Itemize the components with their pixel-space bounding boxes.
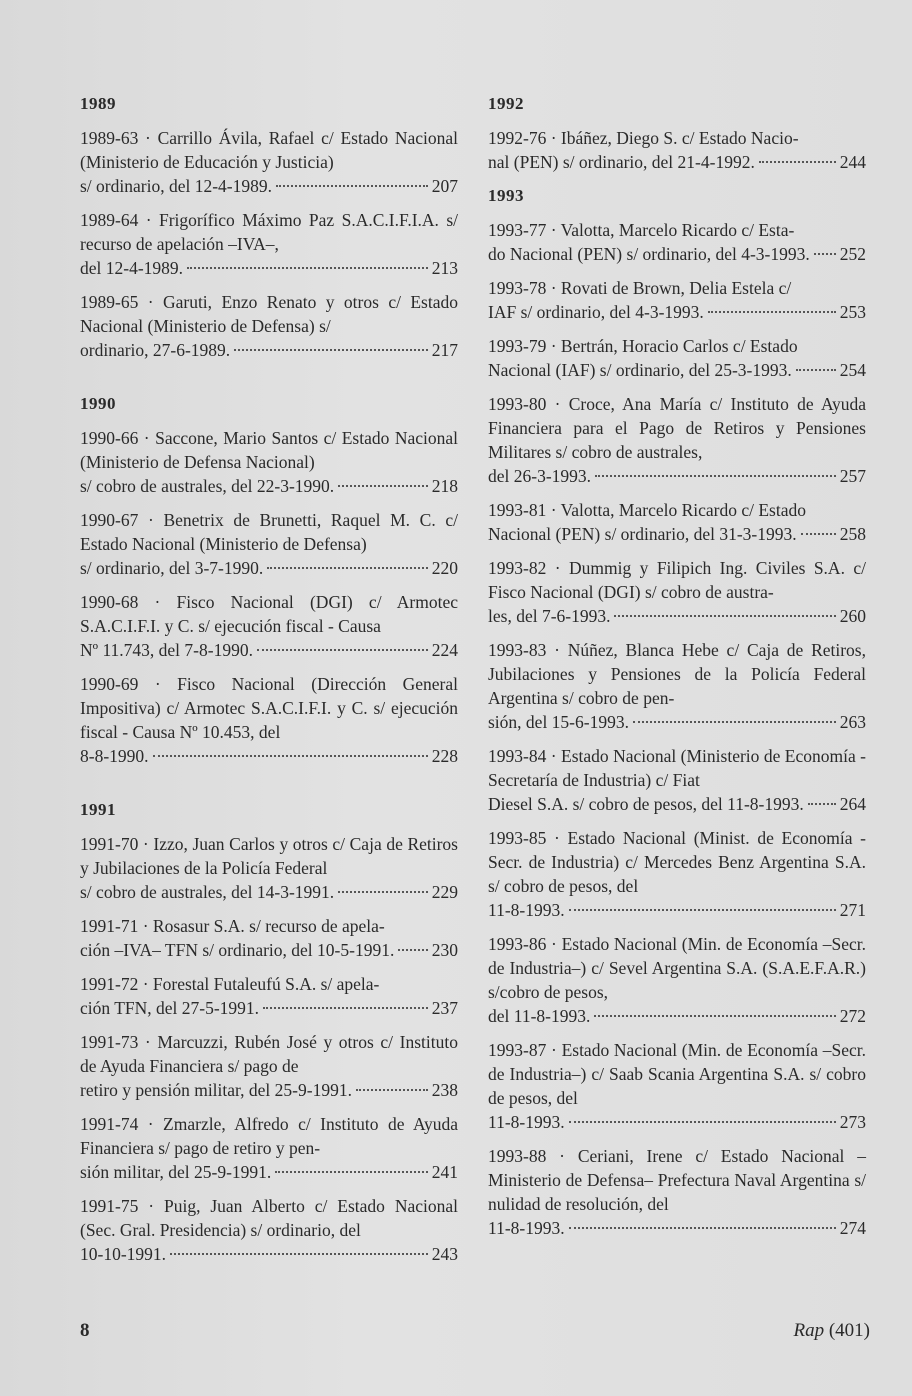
entry-text-end: Nacional (PEN) s/ ordinario, del 31-3-1993. — [488, 524, 797, 544]
right-column — [488, 92, 866, 1250]
entry-text: 1993-80 · Croce, Ana María c/ Instituto de Ayuda Financiera para el Pago de Retiros y Pensiones Militares s/ cobro de australes, — [488, 394, 866, 462]
index-entry — [488, 126, 866, 174]
entry-text-end: s/ cobro de australes, del 22-3-1990. — [80, 476, 335, 496]
entry-page: 213 — [431, 258, 458, 278]
entry-text: 1990-69 · Fisco Nacional (Dirección General Impositiva) c/ Armotec S.A.C.I.F.I. y C. s/ ejecución fiscal - Causa Nº 10.453, del — [80, 674, 458, 742]
entry-text: 1989-63 · Carrillo Ávila, Rafael c/ Estado Nacional (Ministerio de Educación y Justicia) — [80, 128, 458, 172]
entry-text: 1990-66 · Saccone, Mario Santos c/ Estado Nacional (Ministerio de Defensa Nacional) — [80, 428, 458, 472]
year-heading: 1992 — [488, 94, 524, 113]
entry-page: 274 — [839, 1218, 866, 1238]
entry-text-end: ordinario, 27-6-1989. — [80, 340, 231, 360]
entry-page: 260 — [839, 606, 866, 626]
entry-page: 258 — [839, 524, 866, 544]
entry-text-end: Diesel S.A. s/ cobro de pesos, del 11-8-1993. — [488, 794, 804, 814]
entry-text-end: 8-8-1990. — [80, 746, 149, 766]
index-entry — [80, 426, 458, 498]
journal-reference — [793, 1320, 870, 1342]
leader-dots — [398, 949, 427, 951]
entry-text-end: Nº 11.743, del 7-8-1990. — [80, 640, 253, 660]
entry-text-end: 11-8-1993. — [488, 1218, 565, 1238]
entry-text: 1991-72 · Forestal Futaleufú S.A. s/ apela- — [80, 974, 380, 994]
entry-text: 1991-71 · Rosasur S.A. s/ recurso de apela- — [80, 916, 385, 936]
entry-page: 244 — [839, 152, 866, 172]
entry-text-end: do Nacional (PEN) s/ ordinario, del 4-3-1993. — [488, 244, 810, 264]
entry-text-end: del 26-3-1993. — [488, 466, 592, 486]
index-entry — [80, 126, 458, 198]
entry-text: 1993-84 · Estado Nacional (Ministerio de Economía - Secretaría de Industria) c/ Fiat — [488, 746, 866, 790]
leader-dots — [153, 755, 428, 757]
entry-text-end: del 11-8-1993. — [488, 1006, 591, 1026]
entry-text: 1993-87 · Estado Nacional (Min. de Economía –Secr. de Industria–) c/ Saab Scania Argentina S.A. s/ cobro de pesos, del — [488, 1040, 866, 1108]
entry-text-end: ción –IVA– TFN s/ ordinario, del 10-5-1991. — [80, 940, 395, 960]
leader-dots — [808, 803, 836, 805]
entry-text-end: 11-8-1993. — [488, 1112, 565, 1132]
entry-text: 1990-68 · Fisco Nacional (DGI) c/ Armotec S.A.C.I.F.I. y C. s/ ejecución fiscal - Causa — [80, 592, 458, 636]
entry-page: 230 — [431, 940, 458, 960]
entry-page: 252 — [839, 244, 866, 264]
entry-text: 1993-83 · Núñez, Blanca Hebe c/ Caja de Retiros, Jubilaciones y Pensiones de la Policía Federal Argentina s/ cobro de pen- — [488, 640, 866, 708]
leader-dots — [257, 649, 428, 651]
entry-text-end: nal (PEN) s/ ordinario, del 21-4-1992. — [488, 152, 755, 172]
entry-text-end: 11-8-1993. — [488, 900, 565, 920]
entry-text: 1989-64 · Frigorífico Máximo Paz S.A.C.I.F.I.A. s/ recurso de apelación –IVA–, — [80, 210, 458, 254]
entry-page: 237 — [431, 998, 458, 1018]
leader-dots — [338, 891, 428, 893]
entry-text: 1993-82 · Dummig y Filipich Ing. Civiles S.A. c/ Fisco Nacional (DGI) s/ cobro de austra- — [488, 558, 866, 602]
entry-page: 229 — [431, 882, 458, 902]
entry-page: 263 — [839, 712, 866, 732]
index-entry — [488, 1038, 866, 1134]
index-entry — [488, 276, 866, 324]
index-entry — [80, 1030, 458, 1102]
entry-page: 243 — [431, 1244, 458, 1264]
leader-dots — [338, 485, 428, 487]
index-entry — [80, 972, 458, 1020]
leader-dots — [356, 1089, 428, 1091]
index-entry — [488, 638, 866, 734]
index-entry — [80, 1112, 458, 1184]
entry-text: 1992-76 · Ibáñez, Diego S. c/ Estado Nacio- — [488, 128, 799, 148]
entry-text: 1993-81 · Valotta, Marcelo Ricardo c/ Estado — [488, 500, 806, 520]
index-entry — [488, 932, 866, 1028]
year-heading: 1993 — [488, 186, 524, 205]
index-entry — [80, 832, 458, 904]
index-entry — [488, 556, 866, 628]
index-entry — [80, 590, 458, 662]
entry-page: 218 — [431, 476, 458, 496]
leader-dots — [187, 267, 428, 269]
entry-text: 1989-65 · Garuti, Enzo Renato y otros c/ Estado Nacional (Ministerio de Defensa) s/ — [80, 292, 458, 336]
entry-text-end: IAF s/ ordinario, del 4-3-1993. — [488, 302, 704, 322]
entry-text: 1991-73 · Marcuzzi, Rubén José y otros c/ Instituto de Ayuda Financiera s/ pago de — [80, 1032, 458, 1076]
index-entry — [80, 672, 458, 768]
leader-dots — [276, 185, 428, 187]
leader-dots — [170, 1253, 428, 1255]
index-entry — [488, 1144, 866, 1240]
leader-dots — [594, 1015, 835, 1017]
page-number: 8 — [80, 1320, 90, 1341]
entry-text-end: del 12-4-1989. — [80, 258, 184, 278]
leader-dots — [814, 253, 836, 255]
entry-text: 1991-75 · Puig, Juan Alberto c/ Estado Nacional (Sec. Gral. Presidencia) s/ ordinario, del — [80, 1196, 458, 1240]
leader-dots — [595, 475, 836, 477]
index-entry — [80, 290, 458, 362]
year-heading: 1990 — [80, 394, 116, 413]
leader-dots — [569, 1121, 836, 1123]
leader-dots — [708, 311, 836, 313]
year-heading: 1991 — [80, 800, 116, 819]
entry-page: 271 — [839, 900, 866, 920]
entry-page: 224 — [431, 640, 458, 660]
entry-page: 228 — [431, 746, 458, 766]
leader-dots — [267, 567, 428, 569]
entry-page: 253 — [839, 302, 866, 322]
entry-text-end: 10-10-1991. — [80, 1244, 167, 1264]
entry-text: 1993-85 · Estado Nacional (Minist. de Economía - Secr. de Industria) c/ Mercedes Benz Argentina S.A. s/ cobro de pesos, del — [488, 828, 866, 896]
index-entry — [488, 218, 866, 266]
index-entry — [488, 392, 866, 488]
entry-text-end: Nacional (IAF) s/ ordinario, del 25-3-1993. — [488, 360, 792, 380]
journal-name: Rap — [793, 1320, 825, 1341]
entry-text-end: sión, del 15-6-1993. — [488, 712, 629, 732]
leader-dots — [796, 369, 836, 371]
entry-page: 254 — [839, 360, 866, 380]
entry-page: 272 — [839, 1006, 866, 1026]
year-heading: 1989 — [80, 94, 116, 113]
entry-text: 1993-86 · Estado Nacional (Min. de Economía –Secr. de Industria–) c/ Sevel Argentina S.A. (S.A.E.F.A.R.) s/cobro de pesos, — [488, 934, 866, 1002]
index-entry — [488, 744, 866, 816]
entry-page: 217 — [431, 340, 458, 360]
entry-text-end: sión militar, del 25-9-1991. — [80, 1162, 272, 1182]
index-entry — [80, 914, 458, 962]
entry-text: 1990-67 · Benetrix de Brunetti, Raquel M. C. c/ Estado Nacional (Ministerio de Defensa) — [80, 510, 458, 554]
journal-issue: (401) — [828, 1320, 870, 1341]
entry-text: 1991-74 · Zmarzle, Alfredo c/ Instituto de Ayuda Financiera s/ pago de retiro y pen- — [80, 1114, 458, 1158]
entry-text: 1993-88 · Ceriani, Irene c/ Estado Nacional –Ministerio de Defensa– Prefectura Naval Argentina s/ nulidad de resolución, del — [488, 1146, 866, 1214]
entry-text-end: les, del 7-6-1993. — [488, 606, 611, 626]
entry-text: 1991-70 · Izzo, Juan Carlos y otros c/ Caja de Retiros y Jubilaciones de la Policía Federal — [80, 834, 458, 878]
leader-dots — [759, 161, 836, 163]
entry-page: 257 — [839, 466, 866, 486]
entry-page: 264 — [839, 794, 866, 814]
entry-text-end: s/ ordinario, del 12-4-1989. — [80, 176, 272, 196]
leader-dots — [263, 1007, 428, 1009]
entry-text: 1993-79 · Bertrán, Horacio Carlos c/ Estado — [488, 336, 798, 356]
leader-dots — [801, 533, 836, 535]
index-entry — [488, 826, 866, 922]
leader-dots — [275, 1171, 427, 1173]
entry-text-end: retiro y pensión militar, del 25-9-1991. — [80, 1080, 352, 1100]
index-entry — [488, 498, 866, 546]
index-entry — [488, 334, 866, 382]
index-entry — [80, 508, 458, 580]
entry-text-end: s/ ordinario, del 3-7-1990. — [80, 558, 264, 578]
entry-page: 207 — [431, 176, 458, 196]
leader-dots — [569, 909, 836, 911]
entry-page: 273 — [839, 1112, 866, 1132]
index-entry — [80, 208, 458, 280]
entry-page: 241 — [431, 1162, 458, 1182]
leader-dots — [633, 721, 836, 723]
entry-text: 1993-78 · Rovati de Brown, Delia Estela c/ — [488, 278, 792, 298]
entry-text-end: ción TFN, del 27-5-1991. — [80, 998, 260, 1018]
entry-text: 1993-77 · Valotta, Marcelo Ricardo c/ Esta- — [488, 220, 795, 240]
leader-dots — [614, 615, 835, 617]
leader-dots — [234, 349, 428, 351]
leader-dots — [569, 1227, 836, 1229]
left-column — [80, 92, 458, 1276]
index-entry — [80, 1194, 458, 1266]
entry-page: 220 — [431, 558, 458, 578]
entry-page: 238 — [431, 1080, 458, 1100]
entry-text-end: s/ cobro de australes, del 14-3-1991. — [80, 882, 335, 902]
